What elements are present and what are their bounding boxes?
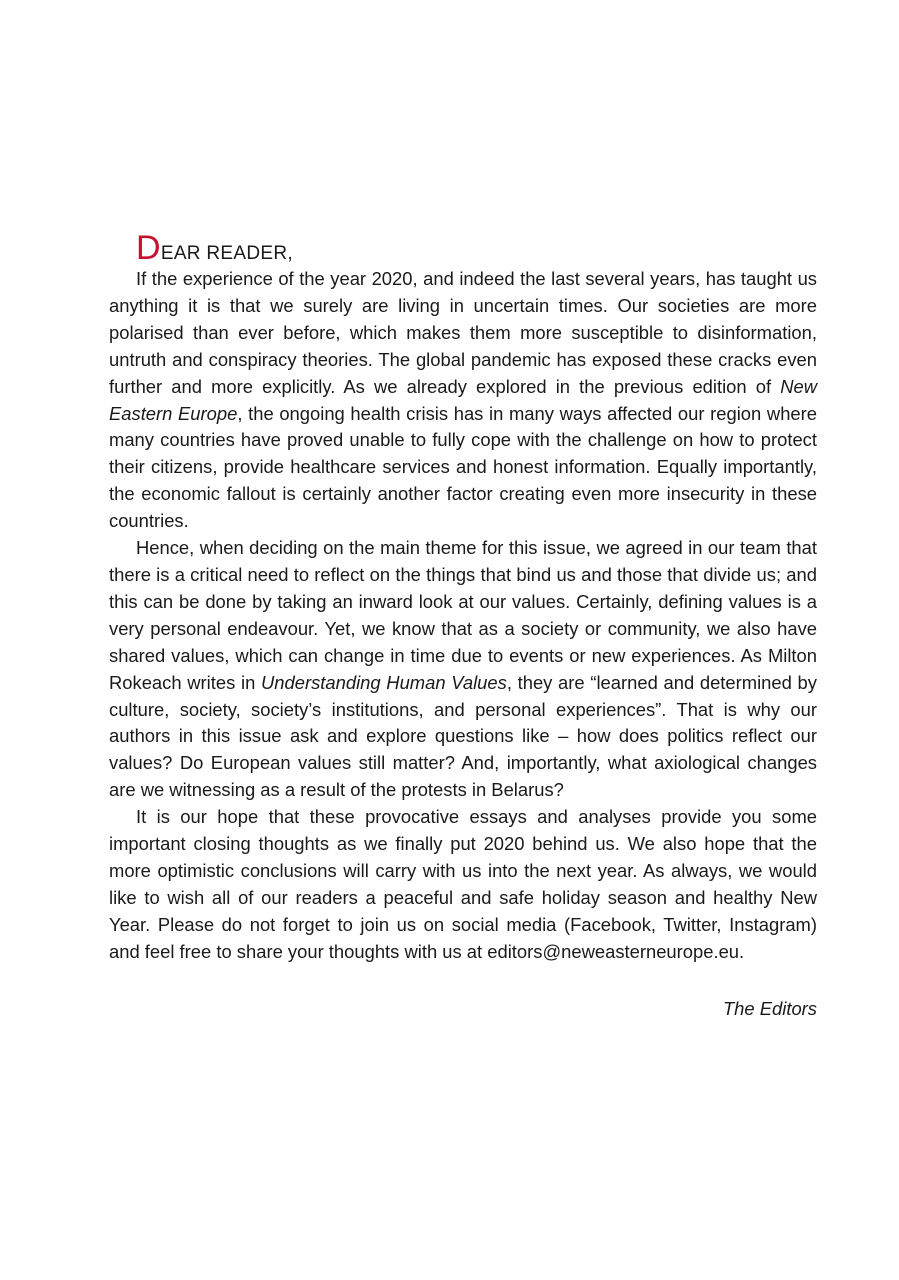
paragraph-2-text-b: , they are “learned and determined by culture, society, society’s institutions, and personal experiences”. That is why our authors in this issue ask and explore questions like – how does politics reflect our values? Do European values still matter? And, importantly, what axiological changes are we witnessing as a result of the protests in Belarus?	[109, 671, 817, 801]
paragraph-1	[109, 266, 817, 535]
salutation-text: EAR READER,	[160, 243, 293, 264]
paragraph-1-text-b: , the ongoing health crisis has in many ways affected our region where many countries have proved unable to fully cope with the challenge on how to protect their citizens, provide healthcare services and honest information. Equally importantly, the economic fallout is certainly another factor creating even more insecurity in these countries.	[109, 402, 817, 532]
paragraph-3	[109, 804, 817, 965]
paragraph-2-italic-title: Understanding Human Values	[260, 671, 507, 693]
drop-cap: D	[136, 229, 161, 267]
paragraph-1-text-a: If the experience of the year 2020, and indeed the last several years, has taught us anything it is that we surely are living in uncertain times. Our societies are more polarised than ever before, which makes them more susceptible to disinformation, untruth and conspiracy theories. The global pandemic has exposed these cracks even further and more explicitly. As we already explored in the previous edition of	[109, 268, 817, 397]
paragraph-1-italic-title: New Eastern Europe	[109, 375, 817, 424]
salutation-heading	[109, 230, 817, 266]
paragraph-2	[109, 535, 817, 804]
paragraph-2-text-a: Hence, when deciding on the main theme for this issue, we agreed in our team that there is a critical need to reflect on the things that bind us and those that divide us; and this can be done by taking an inward look at our values. Certainly, defining values is a very personal endeavour. Yet, we know that as a society or community, we also have shared values, which can change in time due to events or new experiences. As Milton Rokeach writes in	[109, 537, 817, 693]
letter-body	[109, 266, 817, 966]
paragraph-3-text: It is our hope that these provocative essays and analyses provide you some important closing thoughts as we finally put 2020 behind us. We also hope that the more optimistic conclusions will carry with us into the next year. As always, we would like to wish all of our readers a peaceful and safe holiday season and healthy New Year. Please do not forget to join us on social media (Facebook, Twitter, Instagram) and feel free to share your thoughts with us at editors@neweasterneurope.eu.	[109, 806, 817, 962]
letter-page	[109, 230, 817, 1022]
signature: The Editors	[722, 997, 817, 1019]
